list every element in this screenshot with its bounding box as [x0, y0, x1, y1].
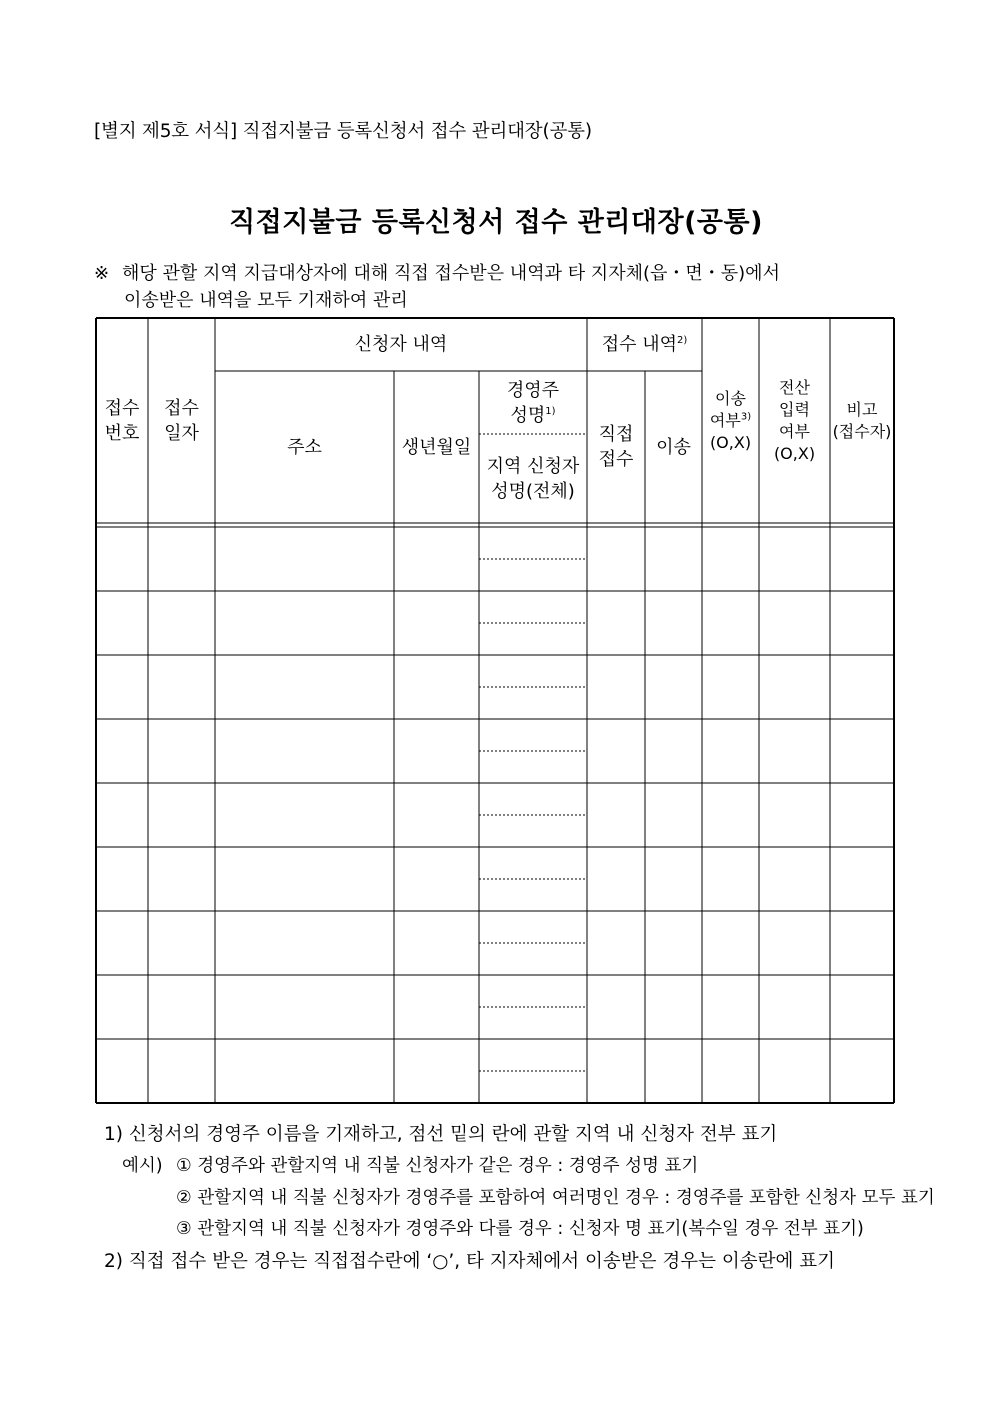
header-applicant-group: 신청자 내역 — [354, 334, 448, 355]
document-title: 직접지불금 등록신청서 접수 관리대장(공통) — [229, 207, 763, 238]
note-line-1: 해당 관할 지역 지급대상자에 대해 직접 접수받은 내역과 타 지자체(읍・면・동)에서 — [122, 263, 780, 284]
header-direct-receipt: 직접 접수 — [598, 424, 634, 470]
header-address: 주소 — [287, 436, 322, 458]
header-remarks: 비고 (접수자) — [832, 399, 892, 441]
footnote-1: 1) 신청서의 경영주 이름을 기재하고, 점선 밑의 란에 관할 지역 내 신청자 전부 표기 — [104, 1124, 778, 1145]
header-receipt-number: 접수 번호 — [104, 397, 140, 444]
form-number-label: [별지 제5호 서식] 직접지불금 등록신청서 접수 관리대장(공통) — [94, 121, 592, 142]
header-system-entered: 전산 입력 여부 (O,X) — [773, 377, 816, 463]
footnote-2: 2) 직접 접수 받은 경우는 직접접수란에 ‘○’, 타 지자체에서 이송받은 경우는 이송란에 표기 — [104, 1251, 835, 1272]
header-operator-name: 경영주 성명$^{1)}$ — [506, 379, 560, 426]
header-birthdate: 생년월일 — [401, 436, 472, 458]
note-line-2: 이송받은 내역을 모두 기재하여 관리 — [124, 290, 408, 311]
footnote-example-2: ② 관할지역 내 직불 신청자가 경영주를 포함하여 여러명인 경우 : 경영주를 포함한 신청자 모두 표기 — [176, 1188, 935, 1208]
footnote-example-3: ③ 관할지역 내 직불 신청자가 경영주와 다를 경우 : 신청자 명 표기(복수일 경우 전부 표기) — [176, 1219, 864, 1239]
footnote-example-label: 예시) — [122, 1156, 163, 1176]
header-receipt-date: 접수 일자 — [164, 397, 199, 444]
header-regional-applicants: 지역 신청자 성명(전체) — [486, 455, 580, 502]
header-receipt-group: 접수 내역$^{2)}$ — [601, 334, 688, 355]
reference-mark: ※ — [94, 263, 110, 284]
footnote-example-1: ① 경영주와 관할지역 내 직불 신청자가 같은 경우 : 경영주 성명 표기 — [176, 1156, 699, 1176]
header-transferred: 이송 여부$^{3)}$ (O,X) — [709, 388, 752, 452]
header-transfer: 이송 — [656, 436, 691, 458]
